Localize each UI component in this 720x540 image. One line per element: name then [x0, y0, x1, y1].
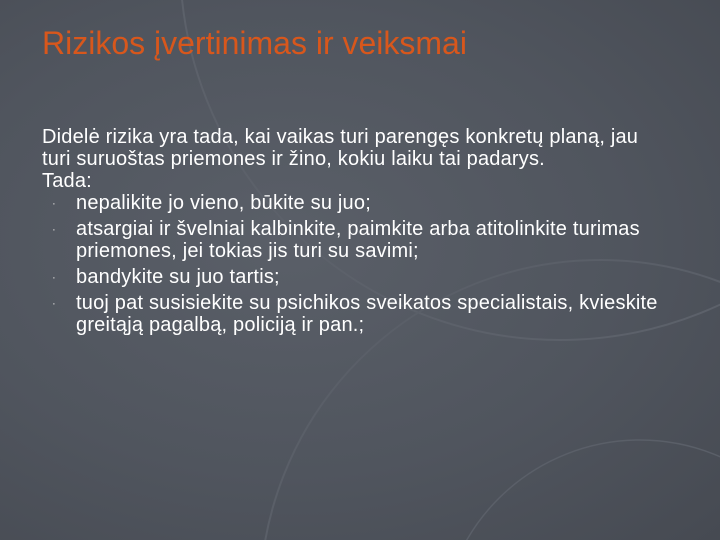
bullet-dot-icon: ·	[51, 196, 57, 210]
bullet-item	[42, 266, 662, 288]
lead-text: Tada:	[42, 170, 92, 192]
bullet-text: tuoj pat susisiekite su psichikos sveikatos specialistais, kvieskite greitąją pagalbą, policiją ir pan.;	[76, 292, 658, 336]
bullet-item	[42, 218, 662, 262]
slide-title: Rizikos įvertinimas ir veiksmai	[42, 25, 467, 61]
slide-body	[42, 126, 662, 340]
bullet-item	[42, 292, 662, 336]
bullet-text: bandykite su juo tartis;	[76, 266, 280, 288]
bullet-dot-icon: ·	[51, 270, 57, 284]
bullet-list	[42, 192, 662, 336]
intro-paragraph: Didelė rizika yra tada, kai vaikas turi parengęs konkretų planą, jau turi suruoštas priemones ir žino, kokiu laiku tai padarys.	[42, 126, 639, 170]
bullet-dot-icon: ·	[51, 222, 57, 236]
bullet-dot-icon: ·	[51, 296, 57, 310]
bullet-item	[42, 192, 662, 214]
bullet-text: atsargiai ir švelniai kalbinkite, paimkite arba atitolinkite turimas priemones, jei tokias jis turi su savimi;	[76, 218, 640, 262]
bullet-text: nepalikite jo vieno, būkite su juo;	[76, 192, 371, 214]
decor-circle-inner	[440, 440, 720, 540]
